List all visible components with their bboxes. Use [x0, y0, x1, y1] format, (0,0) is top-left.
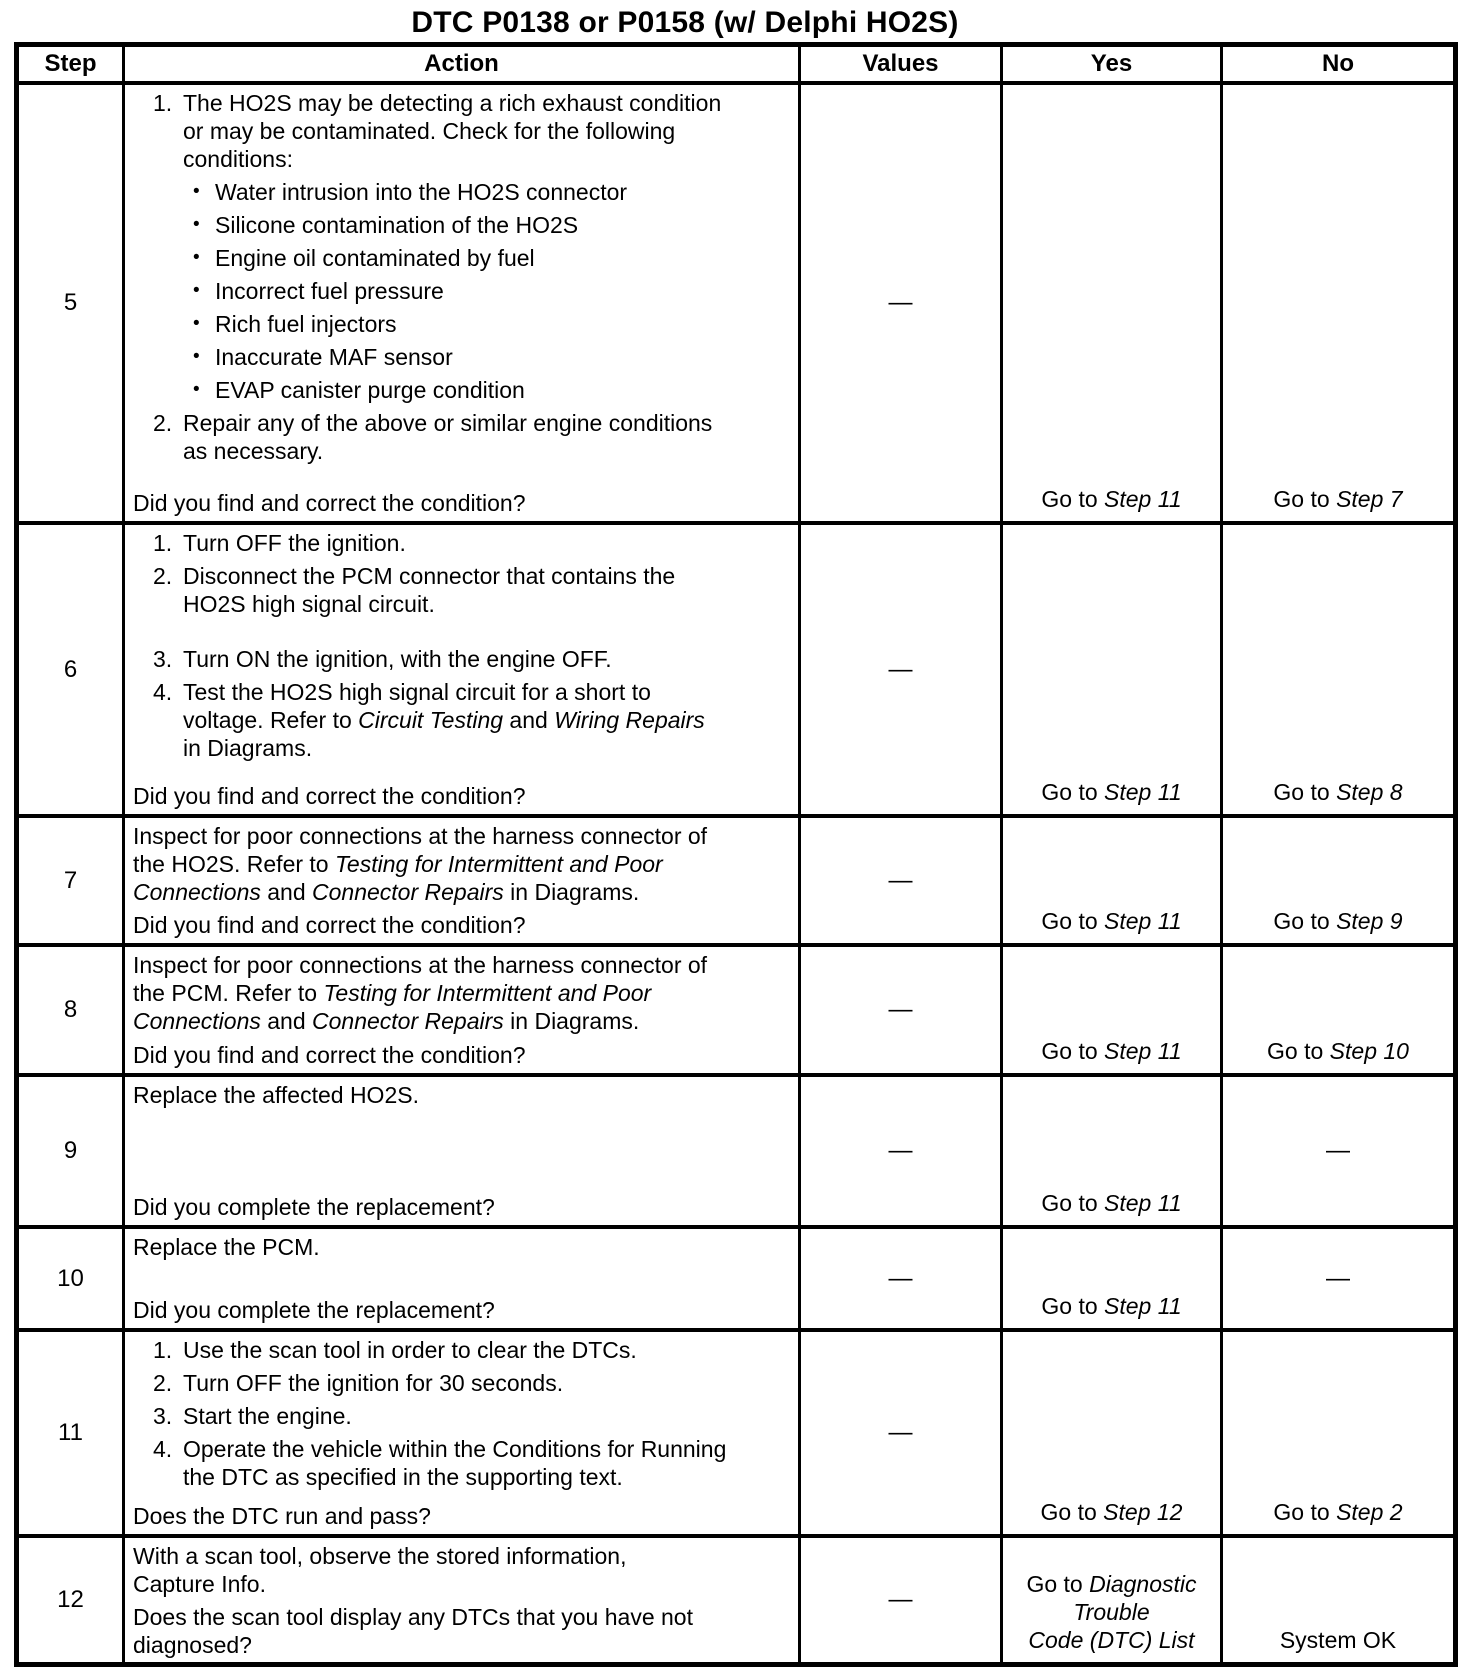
text-run: Go to: [1026, 1571, 1090, 1597]
bullet-item: [193, 178, 790, 206]
goto-text: [1041, 907, 1181, 935]
item-number: 4.: [153, 1436, 173, 1462]
item-text: [183, 1336, 790, 1364]
yes-cell: [1003, 1229, 1223, 1328]
bullet-item: [193, 244, 790, 272]
action-paragraph: [133, 951, 790, 1035]
dash-placeholder: —: [888, 1419, 913, 1446]
text-run: Did you find and correct the condition?: [133, 783, 526, 809]
text-run: Repair any of the above or similar engine conditions: [183, 410, 713, 436]
bullet-item: [193, 376, 790, 404]
header-cell-action: Action: [125, 47, 801, 81]
text-run: Go to: [1273, 486, 1337, 512]
text-run: Go to: [1041, 779, 1105, 805]
goto-text: [1280, 1626, 1396, 1654]
item-text: [183, 1402, 790, 1430]
bullet-icon: •: [193, 313, 200, 334]
text-run: Go to: [1041, 1190, 1105, 1216]
numbered-item: [131, 529, 790, 557]
numbered-item: [131, 562, 790, 618]
values-cell: [801, 1077, 1003, 1225]
table-row-step-8: [19, 947, 1453, 1077]
goto-text: [1026, 1570, 1196, 1654]
bullet-icon: •: [193, 214, 200, 235]
text-run: Does the scan tool display any DTCs that you have not: [133, 1604, 693, 1630]
text-run: Go to: [1273, 908, 1337, 934]
values-cell: [801, 85, 1003, 521]
text-run: Silicone contamination of the HO2S: [215, 212, 579, 238]
text-run: Does the DTC run and pass?: [133, 1503, 431, 1529]
item-number: 3.: [153, 646, 173, 672]
text-run: Engine oil contaminated by fuel: [215, 245, 535, 271]
bullet-item: [193, 211, 790, 239]
text-run: Did you complete the replacement?: [133, 1194, 495, 1220]
text-run: and: [503, 707, 555, 733]
bullet-item: [193, 343, 790, 371]
reference-text: Step 2: [1336, 1499, 1403, 1525]
text-run: Inaccurate MAF sensor: [215, 344, 453, 370]
reference-text: Code (DTC) List: [1028, 1627, 1195, 1653]
text-run: Go to: [1041, 486, 1105, 512]
action-cell: [125, 1077, 801, 1225]
no-cell: [1223, 85, 1453, 521]
step-cell: [19, 947, 125, 1073]
reference-text: Step 8: [1336, 779, 1403, 805]
text-run: Go to: [1041, 908, 1105, 934]
dash-placeholder: [1326, 1137, 1350, 1165]
dash-placeholder: —: [888, 1586, 913, 1613]
no-cell: [1223, 1229, 1453, 1328]
text-run: —: [1326, 1137, 1350, 1164]
page-title: DTC P0138 or P0158 (w/ Delphi HO2S): [411, 6, 959, 39]
text-run: Did you complete the replacement?: [133, 1297, 495, 1323]
bullet-text: [215, 343, 790, 371]
text-run: Rich fuel injectors: [215, 311, 397, 337]
bullet-text: [215, 376, 790, 404]
reference-text: Diagnostic: [1089, 1571, 1197, 1597]
goto-text: [1041, 1498, 1183, 1526]
reference-text: Step 11: [1104, 486, 1182, 512]
numbered-item: [131, 1435, 790, 1491]
item-number: 1.: [153, 90, 173, 116]
text-run: Turn OFF the ignition for 30 seconds.: [183, 1370, 564, 1396]
step-number: 9: [63, 1137, 78, 1164]
text-run: The HO2S may be detecting a rich exhaust condition: [183, 90, 722, 116]
step-number: 8: [63, 996, 78, 1023]
goto-text: [1041, 1037, 1181, 1065]
text-run: Replace the affected HO2S.: [133, 1082, 419, 1108]
yes-cell: [1003, 1077, 1223, 1225]
text-run: in Diagrams.: [503, 879, 640, 905]
table-row-step-5: [19, 85, 1453, 525]
goto-text: [1041, 1292, 1181, 1320]
text-run: Turn ON the ignition, with the engine OFF.: [183, 646, 612, 672]
text-run: Start the engine.: [183, 1403, 352, 1429]
text-run: Did you find and correct the condition?: [133, 1042, 526, 1068]
text-run: the PCM. Refer to: [133, 980, 324, 1006]
step-number: 10: [57, 1264, 84, 1292]
text-run: and: [260, 1008, 313, 1034]
numbered-item: [131, 409, 790, 465]
dtc-diagnostic-table: [14, 42, 1458, 1667]
item-number: 1.: [153, 1337, 173, 1363]
yes-cell: [1003, 1332, 1223, 1534]
reference-text: Step 11: [1104, 1190, 1182, 1216]
text-run: With a scan tool, observe the stored information,: [133, 1543, 627, 1569]
question-text: [133, 1041, 790, 1069]
goto-text: [1041, 485, 1181, 513]
action-cell: [125, 1332, 801, 1534]
goto-text: [1041, 1189, 1181, 1217]
dash-placeholder: —: [888, 866, 913, 894]
action-paragraph: [133, 1542, 790, 1598]
text-run: Test the HO2S high signal circuit for a short to: [183, 679, 651, 705]
header-cell-step: Step: [19, 47, 125, 81]
text-run: voltage. Refer to: [183, 707, 359, 733]
step-cell: [19, 1538, 125, 1662]
yes-cell: [1003, 947, 1223, 1073]
numbered-item: [131, 1402, 790, 1430]
reference-text: Step 11: [1104, 1293, 1182, 1319]
yes-cell: [1003, 85, 1223, 521]
text-run: in Diagrams.: [503, 1008, 640, 1034]
text-run: the HO2S. Refer to: [133, 851, 335, 877]
item-text: [183, 1435, 790, 1491]
bullet-text: [215, 211, 790, 239]
reference-text: Trouble: [1073, 1599, 1150, 1625]
bullet-text: [215, 178, 790, 206]
question-text: [133, 782, 790, 810]
text-run: Inspect for poor connections at the harness connector of: [133, 823, 708, 849]
text-run: Did you find and correct the condition?: [133, 912, 526, 938]
text-run: diagnosed?: [133, 1632, 252, 1658]
numbered-item: [131, 1369, 790, 1397]
step-cell: [19, 525, 125, 814]
bullet-icon: •: [193, 346, 200, 367]
item-text: [183, 89, 790, 173]
text-run: Go to: [1273, 1499, 1337, 1525]
values-cell: [801, 1229, 1003, 1328]
reference-text: Step 7: [1336, 486, 1403, 512]
text-run: the DTC as specified in the supporting text.: [183, 1464, 623, 1490]
text-run: Did you find and correct the condition?: [133, 490, 526, 516]
values-cell: [801, 1538, 1003, 1662]
yes-cell: [1003, 525, 1223, 814]
reference-text: Connector Repairs: [312, 879, 504, 905]
reference-text: Connections: [133, 1008, 261, 1034]
item-number: 1.: [153, 530, 173, 556]
action-paragraph: [133, 1233, 790, 1261]
text-run: Go to: [1041, 1293, 1105, 1319]
item-number: 4.: [153, 679, 173, 705]
action-cell: [125, 85, 801, 521]
text-run: Go to: [1040, 1499, 1104, 1525]
text-run: Inspect for poor connections at the harness connector of: [133, 952, 708, 978]
dash-placeholder: —: [888, 996, 913, 1023]
dash-placeholder: [1326, 1265, 1350, 1293]
reference-text: Testing for Intermittent and Poor: [323, 980, 652, 1006]
bullet-item: [193, 277, 790, 305]
dash-placeholder: —: [888, 1264, 913, 1292]
question-text: [133, 1502, 790, 1530]
action-cell: [125, 1229, 801, 1328]
text-run: in Diagrams.: [183, 735, 313, 761]
action-cell: [125, 1538, 801, 1662]
text-run: Go to: [1267, 1038, 1330, 1064]
bullet-icon: •: [193, 280, 200, 301]
text-run: Replace the PCM.: [133, 1234, 320, 1260]
values-cell: [801, 818, 1003, 943]
reference-text: Step 12: [1103, 1499, 1183, 1525]
yes-cell: [1003, 1538, 1223, 1662]
values-cell: [801, 947, 1003, 1073]
reference-text: Step 11: [1104, 779, 1182, 805]
action-cell: [125, 818, 801, 943]
reference-text: Wiring Repairs: [554, 707, 705, 733]
text-run: Operate the vehicle within the Conditions for Running: [183, 1436, 727, 1462]
no-cell: [1223, 947, 1453, 1073]
dash-placeholder: —: [888, 1137, 913, 1164]
item-text: [183, 562, 790, 618]
no-cell: [1223, 818, 1453, 943]
goto-text: [1273, 907, 1402, 935]
dash-placeholder: —: [888, 289, 913, 316]
text-run: Go to: [1041, 1038, 1105, 1064]
reference-text: Connections: [133, 879, 261, 905]
spacer: [131, 623, 790, 645]
yes-cell: [1003, 818, 1223, 943]
bullet-icon: •: [193, 379, 200, 400]
item-text: [183, 678, 790, 762]
item-number: 3.: [153, 1403, 173, 1429]
goto-text: [1273, 1498, 1402, 1526]
numbered-item: [131, 678, 790, 762]
text-run: and: [260, 879, 313, 905]
step-cell: [19, 1332, 125, 1534]
bullet-text: [215, 310, 790, 338]
step-cell: [19, 1229, 125, 1328]
no-cell: [1223, 1332, 1453, 1534]
text-run: System OK: [1279, 1627, 1397, 1653]
item-text: [183, 409, 790, 465]
question-text: [133, 1603, 790, 1659]
bullet-text: [215, 277, 790, 305]
item-text: [183, 529, 790, 557]
item-number: 2.: [153, 563, 173, 589]
text-run: Disconnect the PCM connector that contains the: [183, 563, 676, 589]
bullet-icon: •: [193, 181, 200, 202]
question-text: [133, 1193, 790, 1221]
step-number: 11: [58, 1419, 83, 1446]
text-run: HO2S high signal circuit.: [183, 591, 435, 617]
no-cell: [1223, 525, 1453, 814]
step-number: 6: [63, 655, 78, 683]
step-cell: [19, 85, 125, 521]
reference-text: Step 9: [1336, 908, 1403, 934]
text-run: as necessary.: [183, 438, 324, 464]
text-run: —: [1326, 1264, 1350, 1292]
header-cell-values: Values: [801, 47, 1003, 81]
goto-text: [1267, 1037, 1409, 1065]
step-number: 7: [63, 866, 78, 894]
reference-text: Step 11: [1104, 1038, 1182, 1064]
text-run: Go to: [1273, 779, 1337, 805]
text-run: Water intrusion into the HO2S connector: [215, 179, 628, 205]
reference-text: Connector Repairs: [312, 1008, 504, 1034]
question-text: [133, 1296, 790, 1324]
header-cell-yes: Yes: [1003, 47, 1223, 81]
values-cell: [801, 525, 1003, 814]
table-row-step-9: [19, 1077, 1453, 1229]
reference-text: Step 11: [1104, 908, 1182, 934]
dash-placeholder: —: [888, 655, 913, 683]
item-number: 2.: [153, 410, 173, 436]
table-row-step-7: [19, 818, 1453, 947]
question-text: [133, 911, 790, 939]
text-run: conditions:: [183, 146, 293, 172]
table-row-step-6: [19, 525, 1453, 818]
step-number: 5: [63, 289, 78, 316]
bullet-icon: •: [193, 247, 200, 268]
table-row-step-12: [19, 1538, 1453, 1662]
numbered-item: [131, 645, 790, 673]
table-row-step-11: [19, 1332, 1453, 1538]
action-cell: [125, 525, 801, 814]
question-text: [133, 489, 790, 517]
reference-text: Testing for Intermittent and Poor: [334, 851, 663, 877]
goto-text: [1273, 485, 1402, 513]
goto-text: [1273, 778, 1402, 806]
item-text: [183, 645, 790, 673]
no-cell: [1223, 1538, 1453, 1662]
item-number: 2.: [153, 1370, 173, 1396]
header-row: [19, 47, 1453, 85]
bullet-text: [215, 244, 790, 272]
values-cell: [801, 1332, 1003, 1534]
no-cell: [1223, 1077, 1453, 1225]
numbered-item: [131, 89, 790, 173]
text-run: Capture Info.: [133, 1571, 266, 1597]
step-cell: [19, 818, 125, 943]
action-paragraph: [133, 822, 790, 906]
text-run: EVAP canister purge condition: [215, 377, 525, 403]
text-run: Turn OFF the ignition.: [183, 530, 406, 556]
action-cell: [125, 947, 801, 1073]
action-paragraph: [133, 1081, 790, 1109]
item-text: [183, 1369, 790, 1397]
reference-text: Circuit Testing: [358, 707, 504, 733]
reference-text: Step 10: [1329, 1038, 1409, 1064]
text-run: Use the scan tool in order to clear the DTCs.: [183, 1337, 637, 1363]
step-number: 12: [57, 1586, 84, 1613]
numbered-item: [131, 1336, 790, 1364]
bullet-item: [193, 310, 790, 338]
table-row-step-10: [19, 1229, 1453, 1332]
step-cell: [19, 1077, 125, 1225]
text-run: or may be contaminated. Check for the following: [183, 118, 676, 144]
text-run: Incorrect fuel pressure: [215, 278, 444, 304]
goto-text: [1041, 778, 1181, 806]
header-cell-no: No: [1322, 50, 1354, 77]
